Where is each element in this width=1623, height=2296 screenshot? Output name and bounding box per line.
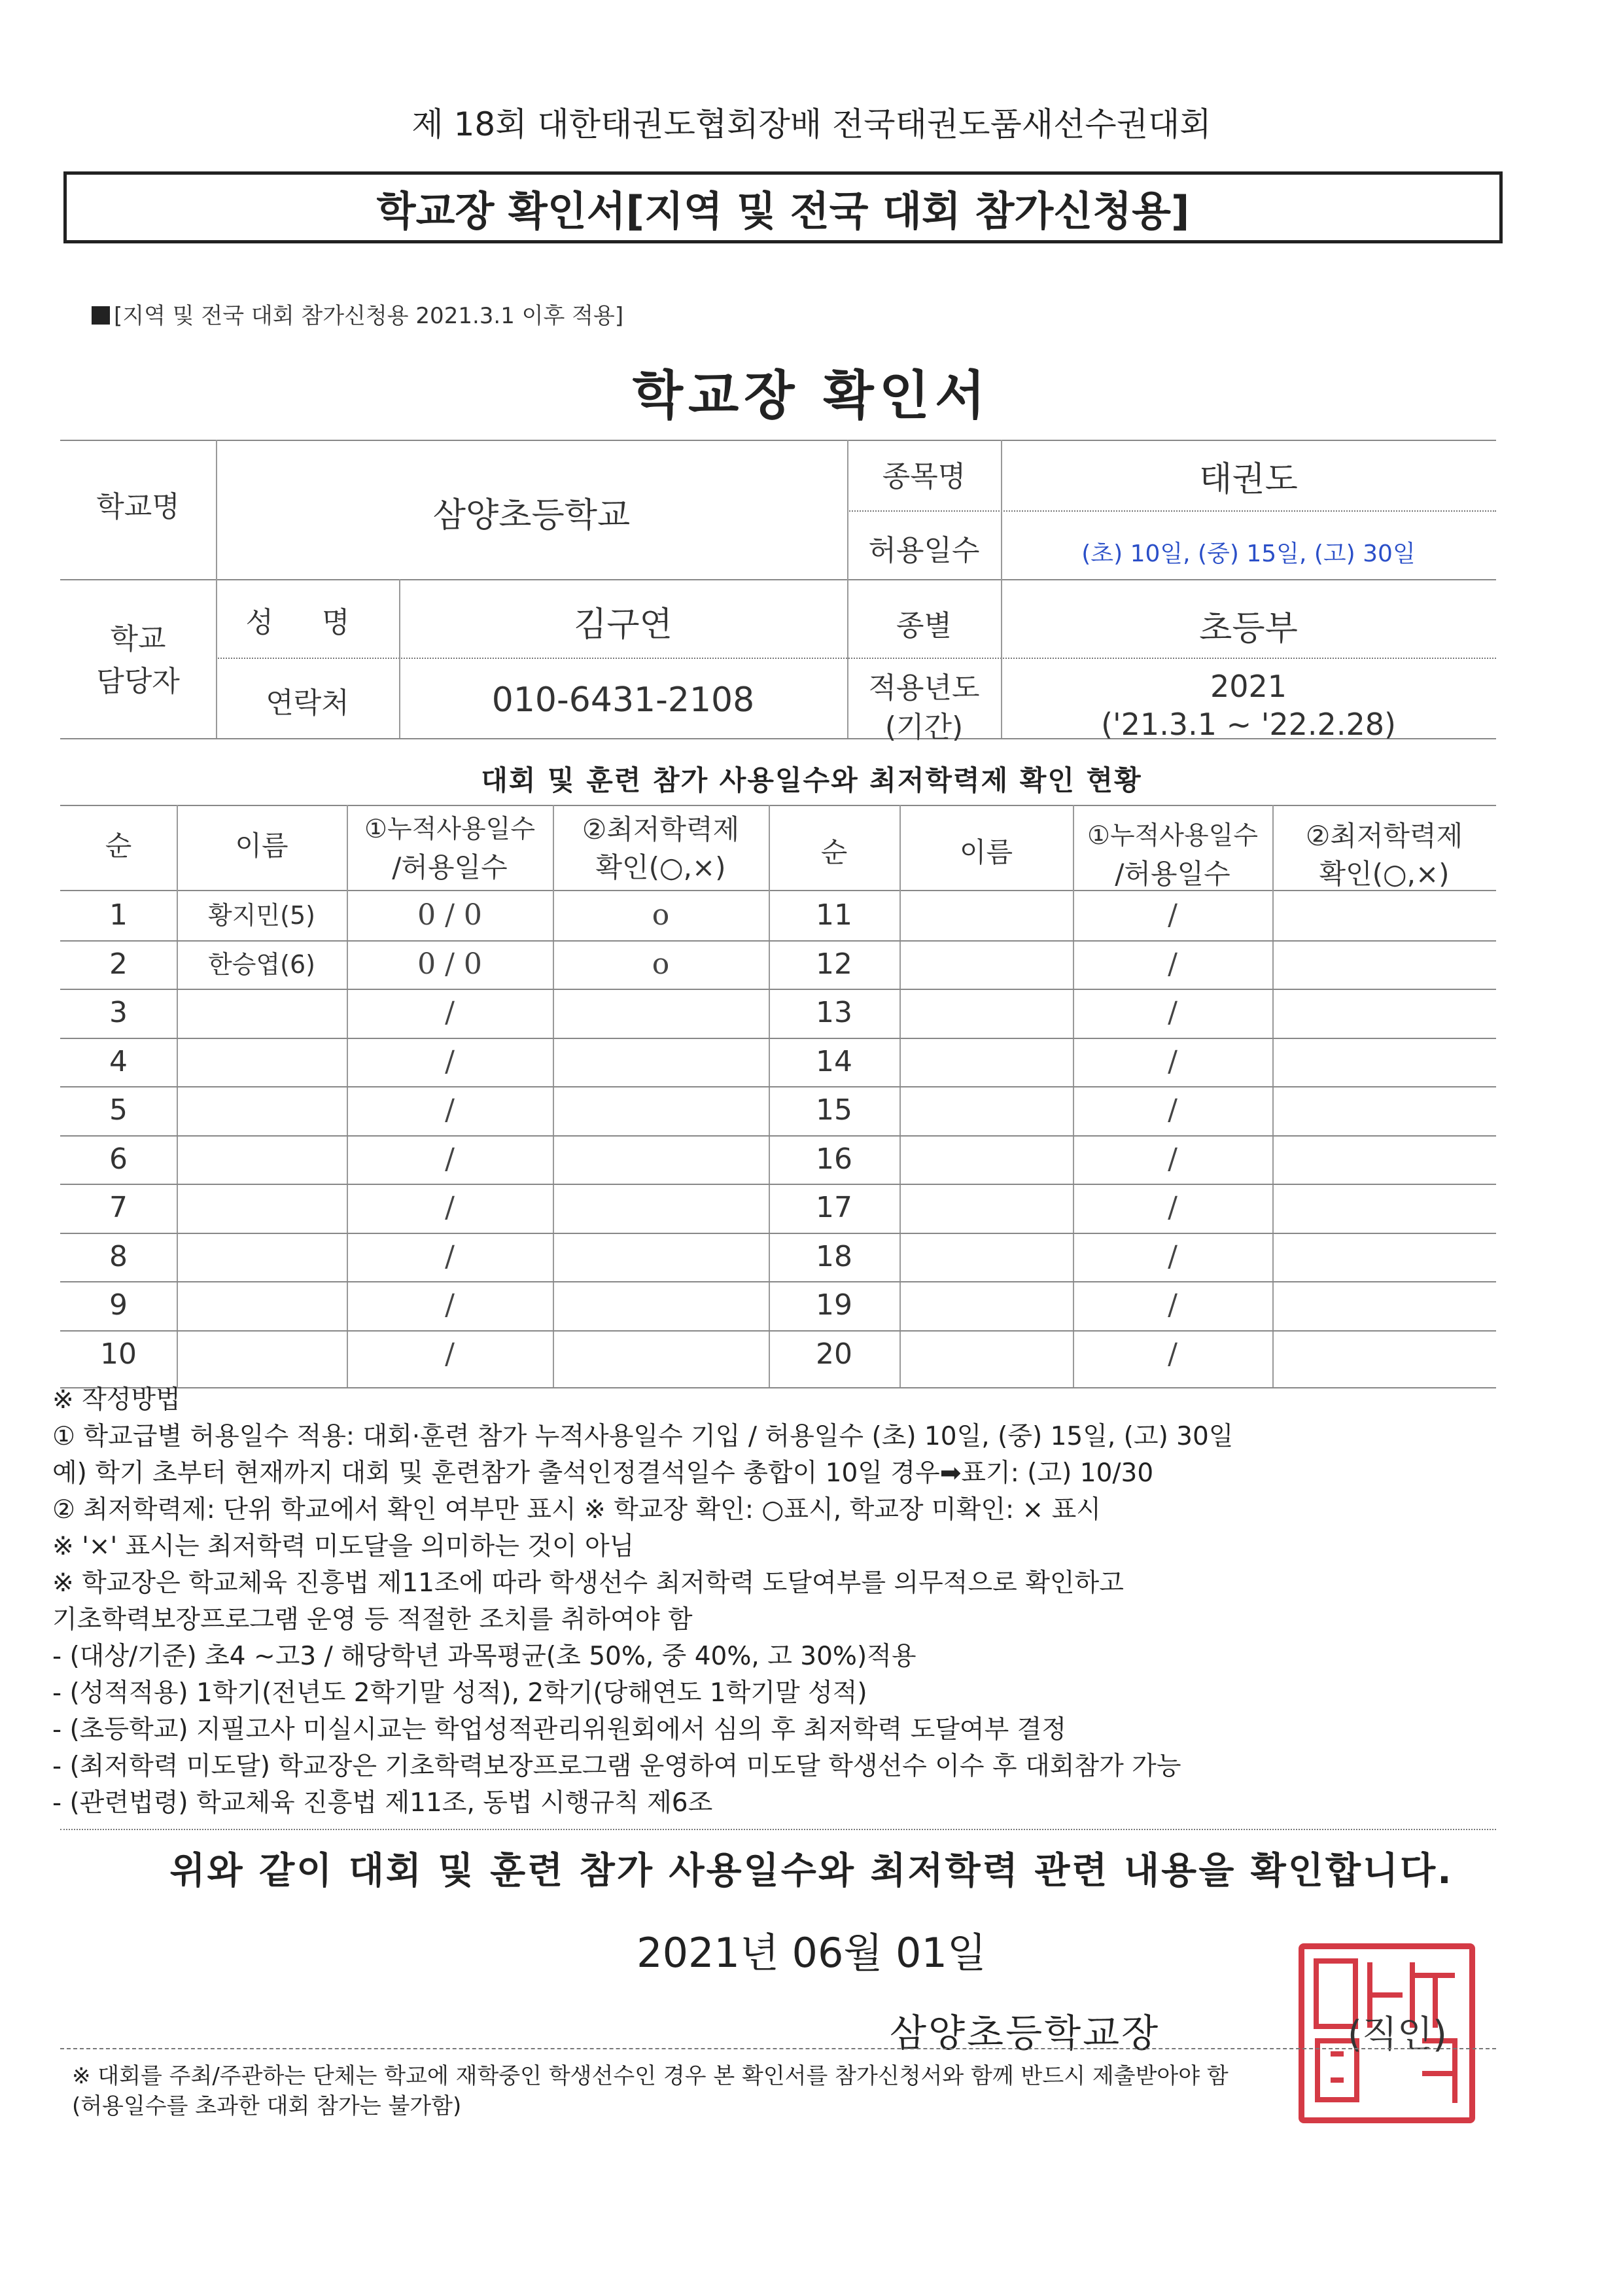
- row-grade-cell: [553, 1086, 769, 1135]
- row-name-cell: [899, 989, 1073, 1037]
- row-days-cell: /: [445, 996, 455, 1029]
- allowed-days-label: 허용일수: [868, 534, 980, 567]
- row-name-cell: [177, 1330, 347, 1379]
- category-label: 종별: [896, 609, 952, 643]
- header-grade-right-line2: 확인(○,×): [1319, 858, 1450, 890]
- year-label-line1: 적용년도: [868, 671, 980, 705]
- row-no-cell: 12: [816, 947, 852, 981]
- guide-line: - (최저학력 미도달) 학교장은 기초학력보장프로그램 운영하여 미도달 학생선수 이수 후 대회참가 가능: [52, 1752, 1181, 1781]
- footnote-line2: (허용일수를 초과한 대회 참가는 불가함): [72, 2093, 462, 2119]
- row-no-cell: 1: [109, 898, 128, 932]
- row-no-cell: 9: [109, 1288, 128, 1322]
- row-days-cell: /: [1168, 1337, 1178, 1371]
- row-name-cell: [899, 1184, 1073, 1232]
- row-name-cell: [177, 1086, 347, 1135]
- row-name-cell: [899, 891, 1073, 940]
- document-title: 학교장 확인서: [632, 365, 991, 426]
- name-label: 성 명: [245, 606, 370, 639]
- row-name-cell: [177, 1184, 347, 1232]
- row-grade-cell: [553, 1281, 769, 1330]
- row-name-cell: [899, 940, 1073, 989]
- category-value: 초등부: [1199, 609, 1298, 648]
- principal-title: 삼양초등학교장: [890, 2011, 1161, 2055]
- phone-value: 010-6431-2108: [491, 680, 755, 720]
- info-rule: [60, 579, 1496, 580]
- row-no-cell: 18: [816, 1239, 852, 1273]
- row-days-cell: /: [1168, 996, 1178, 1029]
- row-grade-cell: [1272, 891, 1496, 940]
- row-no-cell: 14: [816, 1044, 852, 1078]
- guide-line: - (성적적용) 1학기(전년도 2학기말 성적), 2학기(당해연도 1학기말 성적): [52, 1678, 867, 1708]
- row-name-cell: [177, 1038, 347, 1086]
- confirmation-statement: 위와 같이 대회 및 훈련 참가 사용일수와 최저학력 관련 내용을 확인합니다.: [169, 1850, 1454, 1892]
- row-days-cell: /: [1168, 1288, 1178, 1322]
- header-name-right: 이름: [959, 836, 1013, 868]
- row-days-cell: /: [445, 1044, 455, 1078]
- row-days-cell: /: [1168, 1239, 1178, 1273]
- row-name-cell: [177, 1135, 347, 1184]
- school-label: 학교명: [96, 490, 180, 523]
- contact-group-label-line2: 담당자: [96, 665, 180, 698]
- status-section-title: 대회 및 훈련 참가 사용일수와 최저학력제 확인 현황: [481, 764, 1142, 796]
- row-days-cell: /: [1168, 947, 1178, 981]
- row-grade-cell: [1272, 1281, 1496, 1330]
- header-grade-right-line1: ②최저학력제: [1305, 820, 1463, 852]
- guide-line: 기초학력보장프로그램 운영 등 적절한 조치를 취하여야 함: [52, 1605, 693, 1634]
- row-grade-cell: [1272, 989, 1496, 1037]
- info-rule: [847, 510, 1496, 512]
- guide-title: ※ 작성방법: [52, 1385, 181, 1415]
- row-grade-cell: [1272, 940, 1496, 989]
- guide-line: ② 최저학력제: 단위 학교에서 확인 여부만 표시 ※ 학교장 확인: ○표시, 학교장 미확인: × 표시: [52, 1495, 1101, 1525]
- header-days-right-line1: ①누적사용일수: [1087, 821, 1258, 851]
- year-label-line2: (기간): [884, 711, 964, 744]
- seal-label: (직인): [1348, 2013, 1447, 2056]
- row-no-cell: 5: [109, 1093, 128, 1127]
- row-no-cell: 19: [816, 1288, 852, 1322]
- boxed-title: 학교장 확인서[지역 및 전국 대회 참가신청용]: [63, 171, 1503, 243]
- competition-title: 제 18회 대한태권도협회장배 전국태권도품새선수권대회: [411, 105, 1212, 143]
- footnote-line1: ※ 대회를 주최/주관하는 단체는 학교에 재학중인 학생선수인 경우 본 확인서를 참가신청서와 함께 반드시 제출받아야 함: [72, 2063, 1229, 2089]
- row-name-cell: [177, 989, 347, 1037]
- square-bullet-icon: [92, 306, 110, 325]
- status-rule: [60, 805, 1496, 806]
- guide-line: - (관련법령) 학교체육 진흥법 제11조, 동법 시행규칙 제6조: [52, 1788, 713, 1818]
- row-no-cell: 20: [816, 1337, 852, 1371]
- footer-rule: [60, 2048, 1496, 2049]
- notice-line: [92, 298, 623, 330]
- row-days-cell: /: [445, 1239, 455, 1273]
- guide-line: ※ '×' 표시는 최저학력 미도달을 의미하는 것이 아님: [52, 1532, 635, 1561]
- sport-label: 종목명: [882, 460, 966, 493]
- guide-line: ① 학교급별 허용일수 적용: 대회·훈련 참가 누적사용일수 기입 / 허용일수 (초) 10일, (중) 15일, (고) 30일: [52, 1422, 1234, 1451]
- row-name-cell: [899, 1038, 1073, 1086]
- header-days-left-line2: /허용일수: [392, 851, 508, 883]
- row-grade-cell: [1272, 1135, 1496, 1184]
- row-no-cell: 16: [816, 1142, 852, 1176]
- guide-line: - (초등학교) 지필고사 미실시교는 학업성적관리위원회에서 심의 후 최저학력 도달여부 결정: [52, 1715, 1067, 1744]
- row-name-cell: [899, 1135, 1073, 1184]
- row-days-cell: /: [1168, 898, 1178, 932]
- header-no-left: 순: [105, 830, 132, 862]
- row-days-cell: /: [445, 1142, 455, 1176]
- notice-text: [지역 및 전국 대회 참가신청용 2021.3.1 이후 적용]: [114, 303, 624, 329]
- row-grade-cell: [1272, 1038, 1496, 1086]
- row-grade-cell: [553, 1233, 769, 1281]
- row-grade-cell: [553, 1135, 769, 1184]
- guide-rule: [60, 1829, 1496, 1830]
- row-no-cell: 13: [816, 996, 852, 1029]
- row-no-cell: 7: [109, 1191, 128, 1224]
- row-no-cell: 8: [109, 1239, 128, 1273]
- row-no-cell: 10: [100, 1337, 137, 1371]
- row-no-cell: 3: [109, 996, 128, 1029]
- row-grade-cell: [553, 1184, 769, 1232]
- sport-value: 태권도: [1199, 460, 1298, 499]
- writing-guide: [52, 1382, 1557, 1822]
- info-rule: [216, 658, 1496, 659]
- header-days-right-line2: /허용일수: [1115, 858, 1230, 890]
- year-value-line2: ('21.3.1 ~ '22.2.28): [1101, 707, 1396, 742]
- row-no-cell: 4: [109, 1044, 128, 1078]
- row-days-cell: 0 / 0: [417, 898, 482, 932]
- allowed-days-value: (초) 10일, (중) 15일, (고) 30일: [1081, 540, 1416, 567]
- row-grade-cell: [553, 1038, 769, 1086]
- row-name-cell: [899, 1330, 1073, 1379]
- row-name-cell: [899, 1086, 1073, 1135]
- row-name-cell: [177, 1233, 347, 1281]
- row-days-cell: /: [445, 1191, 455, 1224]
- row-grade-cell: [1272, 1086, 1496, 1135]
- row-no-cell: 15: [816, 1093, 852, 1127]
- row-grade-cell: [1272, 1330, 1496, 1379]
- row-name-cell: [899, 1281, 1073, 1330]
- header-grade-left-line1: ②최저학력제: [582, 813, 740, 845]
- row-days-cell: 0 / 0: [417, 947, 482, 981]
- phone-label: 연락처: [266, 686, 349, 720]
- year-value-line1: 2021: [1210, 669, 1287, 704]
- row-no-cell: 6: [109, 1142, 128, 1176]
- header-days-left-line1: ①누적사용일수: [364, 815, 535, 844]
- row-grade-cell: [553, 989, 769, 1037]
- row-days-cell: /: [1168, 1044, 1178, 1078]
- row-name-cell: 한승엽(6): [208, 949, 315, 979]
- row-days-cell: /: [1168, 1191, 1178, 1224]
- footnote: [72, 2061, 1229, 2121]
- confirmation-date: 2021년 06월 01일: [637, 1929, 986, 1977]
- row-no-cell: 11: [816, 898, 852, 932]
- row-days-cell: /: [445, 1093, 455, 1127]
- row-days-cell: /: [1168, 1093, 1178, 1127]
- header-name-left: 이름: [235, 830, 288, 862]
- name-value: 김구연: [574, 605, 672, 645]
- row-grade-cell: [553, 1330, 769, 1379]
- guide-line: ※ 학교장은 학교체육 진흥법 제11조에 따라 학생선수 최저학력 도달여부를 의무적으로 확인하고: [52, 1568, 1124, 1598]
- row-grade-cell: [1272, 1233, 1496, 1281]
- row-no-cell: 2: [109, 947, 128, 981]
- row-days-cell: /: [1168, 1142, 1178, 1176]
- row-grade-cell: o: [652, 898, 670, 932]
- contact-group-label-line1: 학교: [110, 622, 166, 656]
- header-grade-left-line2: 확인(○,×): [595, 851, 726, 883]
- row-name-cell: 황지민(5): [208, 901, 315, 930]
- row-name-cell: [177, 1281, 347, 1330]
- guide-line: - (대상/기준) 초4 ~고3 / 해당학년 과목평균(초 50%, 중 40%, 고 30%)적용: [52, 1642, 916, 1671]
- row-grade-cell: o: [652, 947, 670, 981]
- row-grade-cell: [1272, 1184, 1496, 1232]
- guide-line: 예) 학기 초부터 현재까지 대회 및 훈련참가 출석인정결석일수 총합이 10일 경우➡표기: (고) 10/30: [52, 1458, 1154, 1488]
- school-value: 삼양초등학교: [432, 496, 631, 535]
- row-no-cell: 17: [816, 1191, 852, 1224]
- row-name-cell: [899, 1233, 1073, 1281]
- row-days-cell: /: [445, 1337, 455, 1371]
- header-no-right: 순: [820, 836, 848, 868]
- info-rule: [60, 440, 1496, 441]
- row-days-cell: /: [445, 1288, 455, 1322]
